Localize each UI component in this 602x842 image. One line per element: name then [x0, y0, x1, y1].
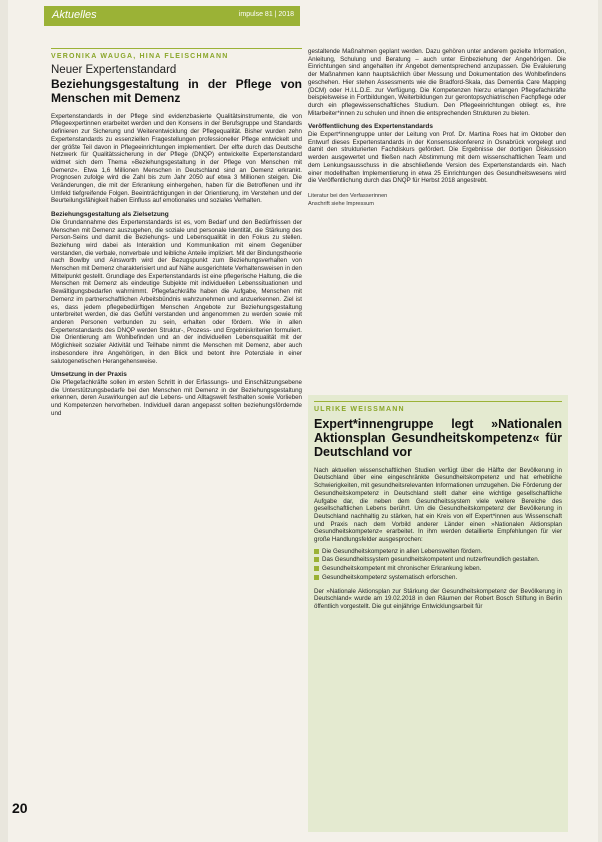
article-title: Expert*innengruppe legt »Nationalen Aktionsplan Gesundheitskompetenz« für Deutschland vor [314, 416, 562, 459]
subheading: Veröffentlichung des Expertenstandards [308, 123, 433, 131]
article-author: VERONIKA WAUGA, HINA FLEISCHMANN [51, 48, 302, 61]
subheading: Umsetzung in der Praxis [51, 371, 127, 379]
paragraph: Die Grundannahme des Expertenstandards ist es, vom Bedarf und den Bedürfnissen der Menschen mit Demenz auszugehen, die soziale und personale Identität, die Stärkung des Person-Seins und damit die Beziehungs- und Lebensqualität in den Fokus zu stellen. Beziehung wird dabei als Interaktion und Kommunikation mit einem Gegenüber verstanden, die verbale, nonverbale und leibliche Anteile impliziert. Mit der Bindungstheorie nach Bowlby und Ainsworth wird der Bezugspunkt zum Beziehungsverhalten von Menschen mit Demenz charakterisiert und auf Nähe ausgerichtete Verhaltensweisen in den Mittelpunkt gestellt. Grundlage des Expertenstandards ist eine pflegerische Haltung, die die Menschen mit Demenz als eindeutige Subjekte mit individuellen Lebenssituationen und Bewältigungsbedarfen wahrnimmt. Pflegefachkräfte haben die Aufgabe, Menschen mit Demenz im partnerschaftlichen Arbeitsbündnis wahrzunehmen und anzuerkennen. Ziel ist es, dass jedem pflegebedürftigen Menschen Angebote zur Beziehungsgestaltung unterbreitet werden, die das Gefühl verstanden und angenommen zu werden sowie mit anderen Personen verbunden zu sein, erhalten oder fördern. Wie in allen Expertenstandards des DNQP werden Struktur-, Prozess- und Ergebniskriterien formuliert. Die Orientierung am Wohlbefinden und an der individuellen Lebensqualität mit der Möglichkeit sozialer Aktivität und Teilhabe nimmt die Menschen mit Demenz, aber auch insbesondere ihre Angehörigen, in den Blick und betont ihre Potenziale in einer salutogenetischen Herangehensweise. [51, 218, 302, 365]
list-item: Die Gesundheitskompetenz in allen Lebenswelten fördern. [314, 548, 562, 556]
issue-label: impulse 81 | 2018 [238, 11, 294, 18]
paragraph: Nach aktuellen wissenschaftlichen Studien verfügt über die Hälfte der Bevölkerung in Deutschland über eine eingeschränkte Gesundheitskompetenz und hat erhebliche Schwierigkeiten, mit gesundheitsrelevanten Informationen umzugehen. Die Förderung der Gesundheitskompetenz in Deutschland stellt daher eine wichtige gesellschaftliche Aufgabe dar, die neben dem Gesundheitssystem viele weitere Bereiche des gesellschaftlichen Lebens berührt. Um die Gesundheitskompetenz der Bevölkerung in Deutschland nachhaltig zu stärken, hat ein Kreis von elf Expert*innen aus Wissenschaft und Praxis nach dem Vorbild anderer Länder einen »Nationalen Aktionsplan Gesundheitskompetenz« erarbeitet. In ihm werden detaillierte Empfehlungen für vier große Handlungsfelder ausgesprochen: [314, 466, 562, 544]
list-item: Gesundheitskompetent mit chronischer Erkrankung leben. [314, 565, 562, 573]
bullet-list [314, 548, 562, 582]
page-number: 20 [12, 800, 28, 816]
bullet-icon [314, 575, 319, 580]
article-author: ULRIKE WEISSMANN [314, 401, 562, 414]
news-box [308, 395, 568, 832]
address-note: Anschrift siehe Impressum [308, 200, 374, 207]
article-kicker: Neuer Expertenstandard [51, 63, 177, 76]
bullet-icon [314, 549, 319, 554]
bullet-icon [314, 566, 319, 571]
subheading: Beziehungsgestaltung als Zielsetzung [51, 211, 169, 219]
list-item: Gesundheitskompetenz systematisch erforschen. [314, 574, 562, 582]
right-column [308, 48, 566, 208]
list-item: Das Gesundheitssystem gesundheitskompetent und nutzerfreundlich gestalten. [314, 556, 562, 564]
section-header [44, 6, 300, 26]
literature-note: Literatur bei den Verfasserinnen [308, 192, 388, 199]
article-title: Beziehungsgestaltung in der Pflege von Menschen mit Demenz [51, 76, 302, 105]
paragraph: Die Pflegefachkräfte sollen im ersten Schritt in der Erfassungs- und Einschätzungsebene die Unterstützungsbedarfe bei den Menschen mit Demenz in der Beziehungsgestaltung erkennen, deren Auswirkungen auf die Lebens- und Alltagswelt festhalten sowie Vorlieben und Kompetenzen hervorheben. Individuell daran angepasst sollten beziehungsfördernde und [51, 378, 302, 417]
bullet-icon [314, 557, 319, 562]
paragraph: Die Expert*innengruppe unter der Leitung von Prof. Dr. Martina Roes hat im Oktober den Entwurf dieses Expertenstandards in der Konsensuskonferenz in Osnabrück vorgelegt und damit den strukturierten Fachdiskurs gefördert. Die Ergebnisse der dortigen Diskussion werden ausgewertet und fließen nach Abstimmung mit dem wissenschaftlichen Team und dem Lenkungsausschuss in die abschließende Version des Expertenstandards ein. Nach einer modellhaften Implementierung in etwa 25 Einrichtungen des Gesundheitswesens wird die Veröffentlichung durch das DNQP für Herbst 2018 angestrebt. [308, 131, 566, 185]
article-intro: Expertenstandards in der Pflege sind evidenzbasierte Qualitätsinstrumente, die von Pflegeexpertinnen erarbeitet werden und den Konsens in der Berufsgruppe und Standards definieren zur Sicherung und Weiterentwicklung der Pflegequalität. Bisher wurden zehn Expertenstandards zu essenziellen Fragestellungen professioneller Pflege entwickelt und der größte Teil davon in Pflegeeinrichtungen implementiert. Der elfte durch das Deutsche Netzwerk für Qualitätssicherung in der Pflege (DNQP) entwickelte Expertenstandard widmet sich dem Thema »Beziehungsgestaltung in der Pflege von Menschen mit Demenz«. Etwa 1,6 Millionen Menschen in Deutschland sind an Demenz erkrankt. Prognosen zufolge wird die Zahl bis zum Jahr 2050 auf etwa 3 Millionen steigen. Die Veränderungen, die mit der Erkrankung einhergehen, haben für die Betroffenen und ihr Umfeld tiefgreifende Folgen. Beeinträchtigungen in der Orientierung, im Verstehen und der Beurteilungsfähigkeit haben Einfluss auf emotionales und soziales Verhalten. [51, 112, 302, 205]
paragraph: gestaltende Maßnahmen geplant werden. Dazu gehören unter anderem gezielte Information, Anleitung, Schulung und Beratung – auch unter Einbeziehung der Angehörigen. Die Einrichtungen sind angehalten ihr Angebot dementsprechend anzupassen. Die Evaluierung der Maßnahmen kann hauptsächlich über Messung und Dokumentation des Wohlbefindens geschehen. Hier stehen Assessments wie die Bradford-Skala, das Dementia Care Mapping (DCM) oder H.I.L.D.E. zur Verfügung. Die Kompetenzen hierzu erlangen Pflegefachkräfte beispielsweise in Fortbildungen, Weiterbildungen zur gerontopsychiatrischen Fachpflege oder durch ein pflegewissenschaftliches Studium. Den Pflegeeinrichtungen obliegt es, ihre Mitarbeiter*innen zu schulen und ihnen die entsprechenden Strukturen zu bieten. [308, 48, 566, 117]
paragraph: Der »Nationale Aktionsplan zur Stärkung der Gesundheitskompetenz der Bevölkerung in Deutschland« wurde am 19.02.2018 in den Räumen der Robert Bosch Stiftung in Berlin öffentlich vorgestellt. Die gut einjährige Entwicklungsarbeit für [314, 587, 562, 610]
section-label: Aktuelles [52, 9, 97, 21]
left-column [51, 48, 302, 421]
